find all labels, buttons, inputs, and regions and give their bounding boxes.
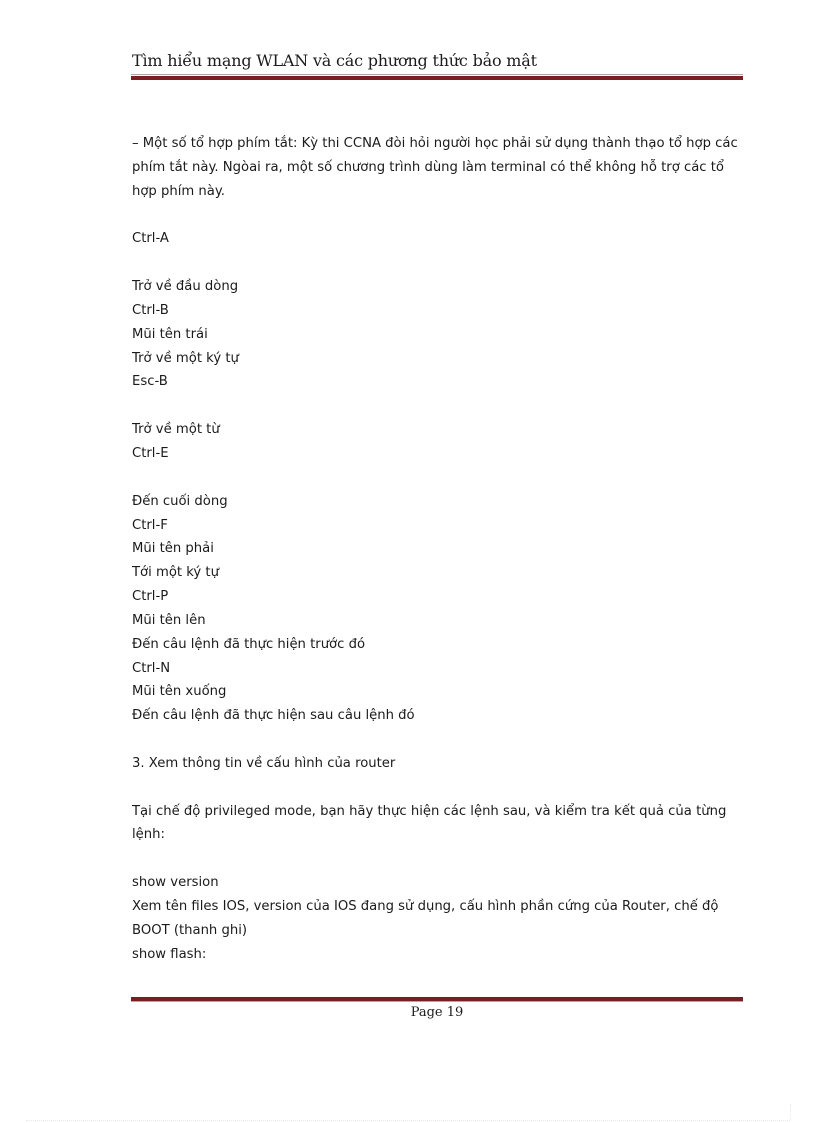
shortcut-alternate: Mũi tên lên — [132, 612, 206, 628]
shortcut-alternate: Mũi tên xuống — [132, 684, 227, 700]
page-edge-divider — [790, 1104, 791, 1120]
paragraph-line: Tại chế độ privileged mode, bạn hãy thực hiện các lệnh sau, và kiểm tra kết quả của từng — [132, 803, 727, 819]
shortcut-key: Ctrl-E — [132, 445, 169, 461]
shortcut-key: Ctrl-A — [132, 231, 169, 247]
body-text — [132, 132, 744, 967]
command-name: show flash: — [132, 946, 207, 962]
shortcut-key: Ctrl-P — [132, 589, 169, 605]
shortcut-description: Đến câu lệnh đã thực hiện sau câu lệnh đó — [132, 708, 415, 724]
command-name: show version — [132, 875, 219, 891]
shortcut-key: Esc-B — [132, 374, 168, 390]
footer-rule — [131, 996, 743, 1002]
command-description: BOOT (thanh ghi) — [132, 922, 248, 938]
shortcut-description: Trở về một ký tự — [132, 350, 239, 366]
shortcut-description: Tới một ký tự — [132, 565, 219, 581]
page-edge-divider — [26, 1120, 790, 1121]
shortcut-description: Đến cuối dòng — [132, 493, 228, 509]
shortcut-alternate: Mũi tên trái — [132, 326, 208, 342]
shortcut-key: Ctrl-N — [132, 660, 171, 676]
command-description: Xem tên files IOS, version của IOS đang sử dụng, cấu hình phần cứng của Router, chế độ — [132, 899, 719, 914]
shortcut-description: Trở về đầu dòng — [132, 279, 239, 295]
shortcut-alternate: Mũi tên phải — [132, 541, 214, 557]
page-number: Page 19 — [410, 1005, 464, 1020]
paragraph-line: lệnh: — [132, 827, 165, 843]
header-title: Tìm hiểu mạng WLAN và các phương thức bảo mật — [132, 51, 537, 70]
shortcut-description: Đến câu lệnh đã thực hiện trước đó — [132, 636, 366, 652]
header-rule — [131, 74, 743, 80]
shortcut-description: Trở về một từ — [132, 422, 220, 438]
paragraph-line: phím tắt này. Ngòai ra, một số chương trình dùng làm terminal có thể không hỗ trợ các tổ — [132, 159, 724, 175]
paragraph-line: – Một số tổ hợp phím tắt: Kỳ thi CCNA đòi hỏi người học phải sử dụng thành thạo tổ hợp các — [132, 136, 738, 151]
paragraph-line: hợp phím này. — [132, 183, 225, 199]
section-heading: 3. Xem thông tin về cấu hình của router — [132, 755, 396, 771]
shortcut-key: Ctrl-F — [132, 517, 168, 533]
shortcut-key: Ctrl-B — [132, 302, 169, 318]
